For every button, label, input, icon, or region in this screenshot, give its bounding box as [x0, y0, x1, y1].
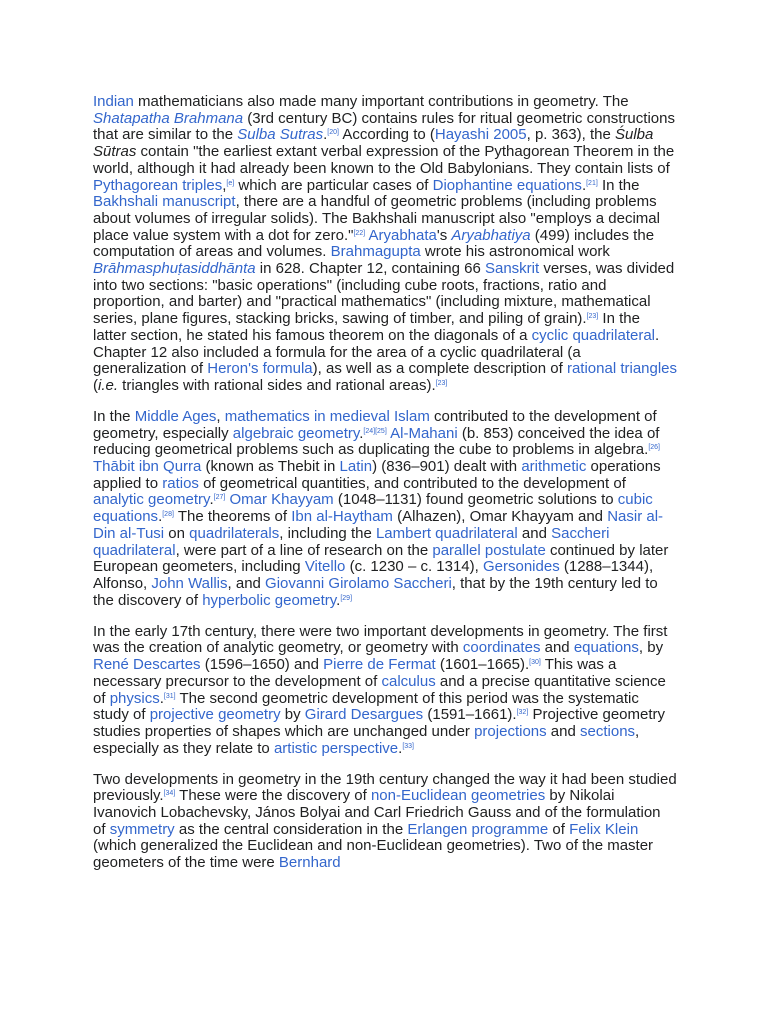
body-text: , that by the 19th century led to the discovery of — [93, 574, 658, 609]
body-text: continued by later European geometers, including — [93, 541, 669, 576]
wiki-link[interactable]: Omar Khayyam — [229, 491, 334, 509]
wiki-link[interactable]: cubic equations — [93, 491, 653, 526]
body-text: According to ( — [338, 126, 435, 144]
body-text: 's — [436, 226, 452, 244]
body-text: , including the — [279, 524, 376, 542]
citation-link[interactable]: [32] — [516, 709, 529, 717]
wiki-link[interactable]: John Wallis — [151, 574, 228, 592]
body-text: (which generalized the Euclidean and non-Euclidean geometries). Two of the master geometers of the time were — [93, 837, 654, 872]
wiki-link[interactable]: hyperbolic geometry — [202, 591, 337, 609]
wiki-link[interactable]: Felix Klein — [569, 820, 639, 838]
citation-link[interactable]: [22] — [353, 229, 366, 237]
wiki-link[interactable]: artistic perspective — [273, 739, 399, 757]
paragraph-medieval-geometry — [93, 409, 677, 609]
wiki-link[interactable]: physics — [109, 689, 160, 707]
citation-link[interactable]: [23] — [586, 313, 599, 321]
body-text: . — [581, 176, 587, 194]
citation-link[interactable]: [27] — [213, 494, 226, 502]
wiki-link[interactable]: parallel postulate — [432, 541, 546, 559]
body-text: In the — [597, 176, 640, 194]
body-text: contributed to the development of geometry, especially — [93, 407, 657, 442]
wiki-link[interactable]: Thābit ibn Qurra — [93, 458, 202, 476]
body-text: (1048–1131) found geometric solutions to — [333, 491, 618, 509]
wiki-link[interactable]: cyclic quadrilateral — [531, 326, 655, 344]
body-text: (Alhazen), Omar Khayyam and — [392, 508, 608, 526]
body-text: as the central consideration in the — [174, 820, 408, 838]
body-text: . — [398, 739, 403, 757]
body-text: and — [517, 524, 552, 542]
body-text: verses, was divided into two sections: "basic operations" (including cube roots, fractions, ratio and proportion, and barter) and "practical mathematics" (including mixture, mathematical series, plane figures, stacking bricks, sawing of timber, and piling of grain). — [93, 260, 675, 328]
body-text: . — [359, 424, 364, 442]
wiki-link[interactable]: Al-Mahani — [390, 424, 458, 442]
wiki-link[interactable]: Diophantine equations — [432, 176, 582, 194]
body-text: and — [540, 639, 574, 657]
body-text: (known as Thebit in — [201, 458, 340, 476]
wiki-link[interactable]: Girard Desargues — [304, 706, 424, 724]
wiki-link[interactable]: Indian — [93, 93, 134, 110]
body-text: and a precise quantitative science of — [93, 672, 666, 707]
body-text: The second geometric development of this period was the systematic study of — [93, 689, 639, 724]
body-text: , there are a handful of geometric problems (including problems about volumes of irregular solids). The Bakhshali manuscript also "employs a decimal place value system with a dot for zero." — [93, 193, 660, 244]
body-text: In the early 17th century, there were two important developments in geometry. The first was the creation of analytic geometry, or geometry with — [93, 622, 668, 657]
wiki-link[interactable]: Nasir al-Din al-Tusi — [93, 508, 664, 542]
wiki-link[interactable]: Sanskrit — [484, 260, 540, 278]
wiki-link[interactable]: algebraic geometry — [232, 424, 360, 442]
citation-link[interactable]: [28] — [162, 511, 174, 519]
wiki-link[interactable]: calculus — [381, 672, 436, 690]
wiki-link[interactable]: Gersonides — [482, 558, 560, 576]
citation-link[interactable]: [33] — [402, 742, 415, 750]
body-text: , especially as they relate to — [93, 722, 640, 757]
body-text: ) (836–901) dealt with — [372, 458, 522, 476]
wiki-link[interactable]: symmetry — [109, 820, 175, 838]
wiki-link[interactable]: Aryabhata — [368, 226, 437, 244]
wiki-link[interactable]: Bakhshali manuscript — [93, 193, 236, 211]
body-text: of geometrical quantities, and contributed to the development of — [198, 474, 626, 492]
citation-link[interactable]: [31] — [163, 692, 176, 700]
body-text: (3rd century BC) contains rules for ritual geometric constructions that are similar to the — [93, 109, 675, 144]
body-text: mathematicians also made many important contributions in geometry. The — [133, 93, 629, 110]
citation-link[interactable]: [23] — [435, 379, 448, 387]
citation-link[interactable]: [24][25] — [363, 427, 387, 435]
wiki-link[interactable]: Brahmagupta — [330, 243, 421, 261]
wiki-link[interactable]: Bernhard — [278, 854, 341, 872]
body-text: which are particular cases of — [234, 176, 433, 194]
body-text: operations applied to — [93, 458, 661, 492]
body-text: by Nikolai Ivanovich Lobachevsky, János Bolyai and Carl Friedrich Gauss and of the formulation of — [93, 787, 661, 838]
wiki-link[interactable]: non-Euclidean geometries — [370, 787, 546, 805]
body-text: on — [164, 524, 190, 542]
wiki-link[interactable]: Heron's formula — [207, 360, 313, 378]
wiki-link[interactable]: ratios — [162, 474, 199, 492]
wiki-link[interactable]: Aryabhatiya — [451, 226, 531, 244]
paragraph-19th-century-geometry — [93, 772, 677, 872]
body-text: , were part of a line of research on the — [175, 541, 433, 559]
body-text: , p. 363), the — [526, 126, 615, 144]
body-text: , — [222, 176, 227, 194]
body-text: and — [546, 722, 581, 740]
wiki-link[interactable]: Latin — [339, 458, 373, 476]
body-text: (1288–1344), Alfonso, — [93, 558, 654, 592]
wiki-link[interactable]: Middle Ages — [134, 407, 217, 425]
wiki-link[interactable]: René Descartes — [93, 656, 201, 674]
body-text: of — [548, 820, 570, 838]
body-text: (1596–1650) and — [200, 656, 324, 674]
wiki-link[interactable]: Vitello — [304, 558, 346, 576]
citation-link[interactable]: [30] — [529, 659, 541, 667]
wiki-link[interactable]: Pythagorean triples — [93, 176, 223, 194]
wiki-link[interactable]: Ibn al-Haytham — [291, 508, 393, 526]
body-text: These were the discovery of — [175, 787, 371, 805]
body-text: . — [336, 591, 341, 609]
wiki-link[interactable]: projective geometry — [149, 706, 281, 724]
body-text: (499) includes the computation of areas and volumes. — [93, 226, 655, 261]
wiki-link[interactable]: equations — [573, 639, 639, 657]
wiki-link[interactable]: coordinates — [462, 639, 541, 657]
body-text: Śulba Sūtras — [93, 126, 654, 161]
wiki-link[interactable]: analytic geometry — [93, 491, 210, 509]
wiki-link[interactable]: projections — [474, 722, 547, 740]
body-text: This was a necessary precursor to the development of — [93, 656, 617, 690]
body-text: by — [280, 706, 305, 724]
body-text: . — [323, 126, 328, 144]
wiki-link[interactable]: arithmetic — [521, 458, 587, 476]
wiki-link[interactable]: Saccheri quadrilateral — [93, 524, 610, 559]
body-text: (1601–1665). — [435, 656, 530, 674]
citation-link[interactable]: [21] — [586, 179, 598, 187]
body-text: ), as well as a complete description of — [312, 360, 567, 378]
citation-link[interactable]: [20] — [327, 129, 339, 137]
body-text: (1591–1661). — [423, 706, 517, 724]
body-text: ( — [93, 376, 98, 394]
body-text: The theorems of — [173, 508, 292, 526]
body-text: wrote his astronomical work — [420, 243, 610, 261]
body-text: (b. 853) conceived the idea of reducing geometrical problems such as duplicating the cube to problems in algebra. — [93, 424, 660, 459]
wiki-link[interactable]: mathematics in medieval Islam — [224, 407, 430, 425]
body-text: , by — [638, 639, 664, 657]
article-body — [93, 94, 677, 886]
wiki-link[interactable]: sections — [580, 722, 636, 740]
wiki-link[interactable]: Pierre de Fermat — [323, 656, 436, 674]
wiki-link[interactable]: Giovanni Girolamo Saccheri — [265, 574, 452, 592]
body-text: Two developments in geometry in the 19th century changed the way it had been studied previously. — [93, 770, 677, 805]
wiki-link[interactable]: Hayashi 2005 — [434, 126, 527, 144]
wiki-link[interactable]: Erlangen programme — [407, 820, 549, 838]
body-text: In the latter section, he stated his famous theorem on the diagonals of a — [93, 310, 640, 344]
body-text: contain "the earliest extant verbal expression of the Pythagorean Theorem in the world, although it had already been known to the Old Babylonians. They contain lists of — [93, 143, 675, 177]
citation-link[interactable]: [29] — [340, 594, 353, 602]
body-text: . Chapter 12 also included a formula for the area of a cyclic quadrilateral (a generalization of — [93, 326, 660, 378]
paragraph-17th-century-geometry — [93, 624, 677, 758]
body-text: triangles with rational sides and rational areas). — [118, 376, 436, 394]
wiki-link[interactable]: Shatapatha Brahmana — [93, 109, 244, 127]
body-text: . — [209, 491, 214, 509]
body-text: (c. 1230 – c. 1314), — [345, 558, 483, 576]
body-text: in 628. Chapter 12, containing 66 — [255, 260, 485, 278]
wiki-link[interactable]: Sulba Sutras — [237, 126, 324, 144]
citation-link[interactable]: [26] — [648, 444, 661, 452]
citation-link[interactable]: [34] — [163, 790, 176, 798]
wiki-link[interactable]: rational triangles — [566, 360, 678, 378]
wiki-link[interactable]: Brāhmasphuṭasiddhānta — [93, 260, 256, 278]
body-text: Projective geometry studies properties of shapes which are unchanged under — [93, 706, 666, 740]
citation-link[interactable]: [e] — [226, 179, 235, 187]
body-text: . — [158, 508, 163, 526]
wiki-link[interactable]: quadrilaterals — [189, 524, 280, 542]
body-text: , — [216, 407, 225, 425]
body-text: In the — [93, 407, 135, 425]
body-text: . — [159, 689, 164, 707]
wiki-link[interactable]: Lambert quadrilateral — [375, 524, 518, 542]
body-text: i.e. — [98, 376, 119, 394]
body-text: , and — [227, 574, 266, 592]
paragraph-indian-geometry — [93, 94, 677, 395]
